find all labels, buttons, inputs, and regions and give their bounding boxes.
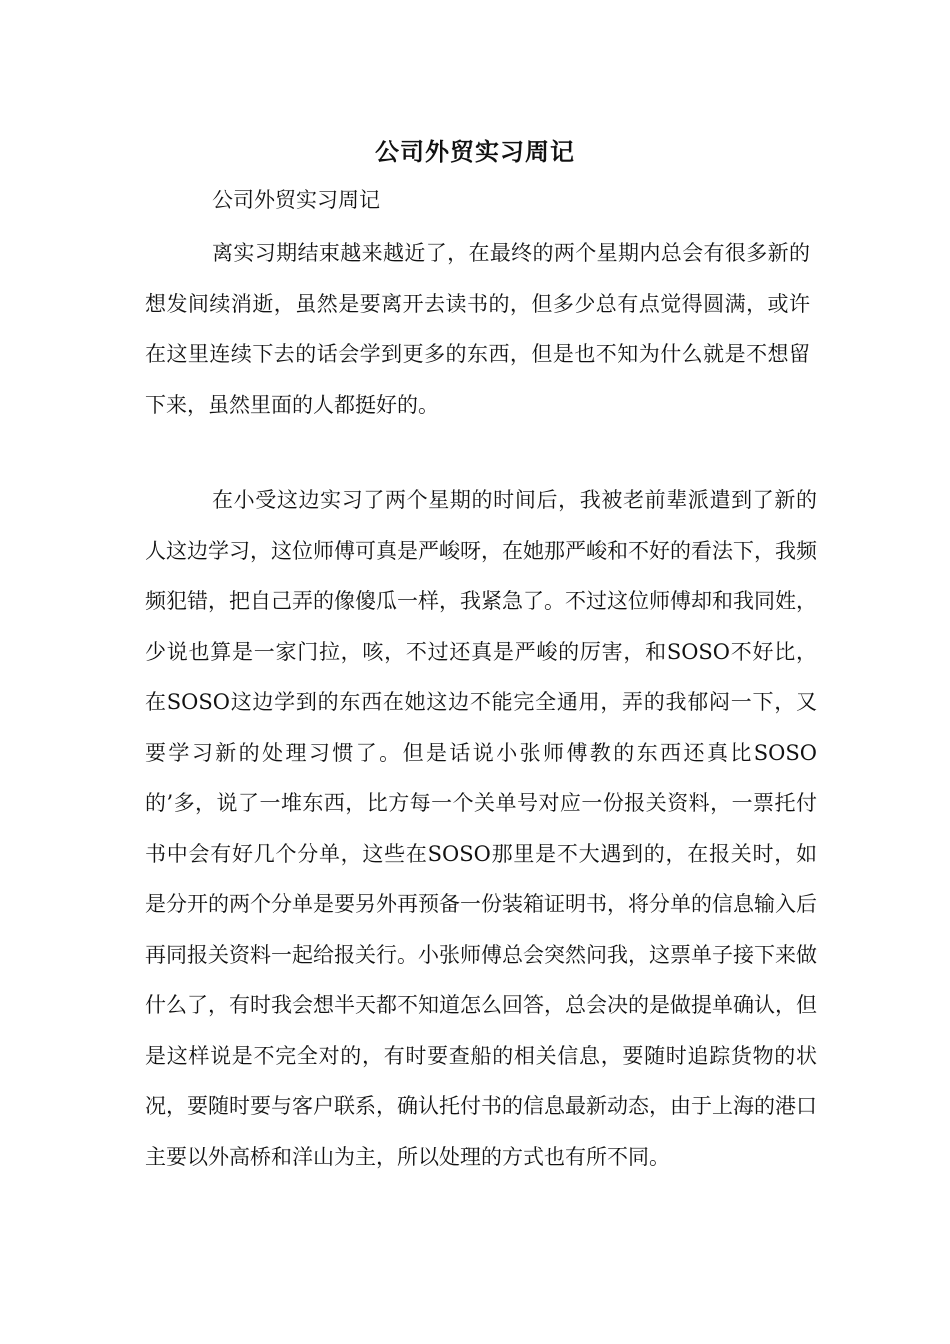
paragraph-1: 离实习期结束越来越近了，在最终的两个星期内总会有很多新的想发间续消逝，虽然是要离开去读书的，但多少总有点觉得圆满，或许在这里连续下去的话会学到更多的东西，但是也不知为什么就是不想留下来，虽然里面的人都挺好的。 (145, 241, 810, 417)
document-title: 公司外贸实习周记 (375, 138, 575, 166)
document-subtitle: 公司外贸实习周记 (212, 188, 380, 212)
paragraph-2: 在小受这边实习了两个星期的时间后，我被老前辈派遣到了新的人这边学习，这位师傅可真是严峻呀，在她那严峻和不好的看法下，我频频犯错，把自己弄的像傻瓜一样，我紧急了。不过这位师傅却和我同姓，少说也算是一家门拉，咳，不过还真是严峻的厉害，和SOSO不好比，在SOSO这边学到的东西在她这边不能完全通用，弄的我郁闷一下，又要学习新的处理习惯了。但是话说小张师傅教的东西还真比SOSO的’多，说了一堆东西，比方每一个关单号对应一份报关资料，一票托付书中会有好几个分单，这些在SOSO那里是不大遇到的，在报关时，如是分开的两个分单是要另外再预备一份装箱证明书，将分单的信息输入后再同报关资料一起给报关行。小张师傅总会突然问我，这票单子接下来做什么了，有时我会想半天都不知道怎么回答，总会决的是做提单确认，但是这样说是不完全对的，有时要查船的相关信息，要随时追踪货物的状况，要随时要与客户联系，确认托付书的信息最新动态，由于上海的港口主要以外高桥和洋山为主，所以处理的方式也有所不同。 (145, 488, 817, 1169)
